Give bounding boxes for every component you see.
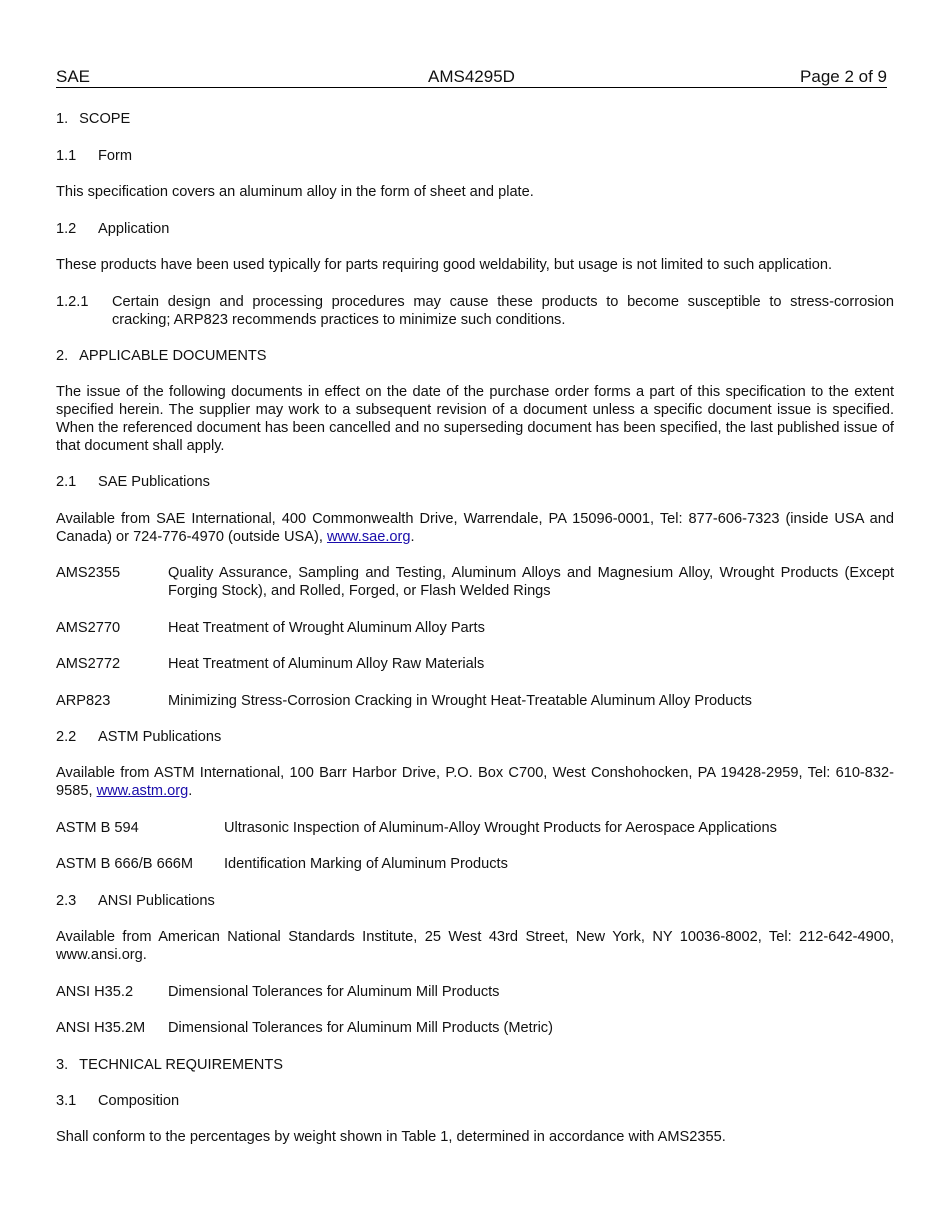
section-number: 2.3 <box>56 893 77 909</box>
section-number: 2.2 <box>56 729 77 745</box>
section-text: Certain design and processing procedures may cause these products to become susceptible to stress-corrosion cracking; ARP823 recommends practices to minimize such conditions. <box>112 294 894 328</box>
reference-title: Dimensional Tolerances for Aluminum Mill Products (Metric) <box>168 1020 553 1036</box>
availability-text: Available from ASTM International, 100 Barr Harbor Drive, P.O. Box C700, West Conshohocken, PA 19428-2959, Tel: 610-832-9585, <box>56 765 894 799</box>
section-title: ANSI Publications <box>98 893 215 909</box>
section-number: 2. <box>56 348 69 364</box>
section-2-heading <box>56 347 894 365</box>
section-title: SAE Publications <box>98 474 210 490</box>
reference-title: Ultrasonic Inspection of Aluminum-Alloy Wrought Products for Aerospace Applications <box>224 820 777 836</box>
section-title: TECHNICAL REQUIREMENTS <box>79 1057 283 1073</box>
sae-link[interactable]: www.sae.org <box>326 529 411 545</box>
section-2-3-heading <box>56 892 894 910</box>
section-number: 1.1 <box>56 148 77 164</box>
availability-text: Available from SAE International, 400 Commonwealth Drive, Warrendale, PA 15096-0001, Tel: 877-606-7323 (inside USA and Canada) or 724-776-4970 (outside USA), <box>56 511 894 545</box>
reference-item <box>56 692 894 710</box>
header-org: SAE <box>56 67 91 86</box>
reference-title: Minimizing Stress-Corrosion Cracking in Wrought Heat-Treatable Aluminum Alloy Products <box>168 693 752 709</box>
reference-item <box>56 619 894 637</box>
astm-link[interactable]: www.astm.org <box>96 783 189 799</box>
reference-item <box>56 1019 894 1037</box>
section-1-2-1 <box>56 293 894 329</box>
reference-title: Identification Marking of Aluminum Products <box>224 856 508 872</box>
section-title: APPLICABLE DOCUMENTS <box>79 348 267 364</box>
reference-code: ANSI H35.2 <box>56 984 134 1000</box>
reference-title: Heat Treatment of Wrought Aluminum Alloy Parts <box>168 620 485 636</box>
section-2-2-heading <box>56 728 894 746</box>
section-2-text: The issue of the following documents in effect on the date of the purchase order forms a part of this specification to the extent specified herein. The supplier may work to a subsequent revision of a document unless a specific document issue is specified. When the referenced document has been cancelled and no superseding document has been specified, the last published issue of that document shall apply. <box>56 384 894 454</box>
reference-title: Quality Assurance, Sampling and Testing, Aluminum Alloys and Magnesium Alloy, Wrought Products (Except Forging Stock), and Rolled, Forged, or Flash Welded Rings <box>168 565 894 599</box>
reference-item <box>56 564 894 600</box>
header-page-number: Page 2 of 9 <box>800 67 887 86</box>
header-doc-number: AMS4295D <box>428 67 515 86</box>
section-title: Form <box>98 148 133 164</box>
astm-availability: Available from ASTM International, 100 Barr Harbor Drive, P.O. Box C700, West Conshohocken, PA 19428-2959, Tel: 610-832-9585, www.astm.org. <box>56 765 894 799</box>
section-1-heading <box>56 110 894 128</box>
section-3-1-text: Shall conform to the percentages by weight shown in Table 1, determined in accordance with AMS2355. <box>56 1129 726 1145</box>
section-title: SCOPE <box>79 111 131 127</box>
reference-item <box>56 983 894 1001</box>
section-number: 3. <box>56 1057 69 1073</box>
section-number: 1.2 <box>56 221 77 237</box>
reference-code: AMS2772 <box>56 656 121 672</box>
reference-title: Heat Treatment of Aluminum Alloy Raw Materials <box>168 656 485 672</box>
reference-title: Dimensional Tolerances for Aluminum Mill Products <box>168 984 500 1000</box>
reference-item <box>56 655 894 673</box>
section-2-1-heading <box>56 473 894 491</box>
section-title: Composition <box>98 1093 180 1109</box>
reference-code: ARP823 <box>56 693 111 709</box>
section-number: 3.1 <box>56 1093 77 1109</box>
reference-code: AMS2355 <box>56 565 121 581</box>
section-number: 1. <box>56 111 69 127</box>
section-3-1-heading <box>56 1092 894 1110</box>
section-1-2-heading <box>56 220 894 238</box>
section-title: ASTM Publications <box>98 729 222 745</box>
page-header <box>56 67 887 88</box>
reference-item <box>56 855 894 873</box>
sae-availability: Available from SAE International, 400 Commonwealth Drive, Warrendale, PA 15096-0001, Tel: 877-606-7323 (inside USA and Canada) or 724-776-4970 (outside USA), www.sae.org. <box>56 511 894 545</box>
ansi-availability: Available from American National Standards Institute, 25 West 43rd Street, New York, NY 10036-8002, Tel: 212-642-4900, www.ansi.org. <box>56 929 894 963</box>
section-1-1-text: This specification covers an aluminum alloy in the form of sheet and plate. <box>56 184 534 200</box>
section-title: Application <box>98 221 170 237</box>
reference-code: ASTM B 594 <box>56 820 139 836</box>
reference-item <box>56 819 894 837</box>
section-number: 1.2.1 <box>56 294 89 310</box>
section-3-heading <box>56 1056 894 1074</box>
reference-code: ANSI H35.2M <box>56 1020 146 1036</box>
section-1-2-text: These products have been used typically for parts requiring good weldability, but usage is not limited to such application. <box>56 257 833 273</box>
section-number: 2.1 <box>56 474 77 490</box>
section-1-1-heading <box>56 147 894 165</box>
reference-code: ASTM B 666/B 666M <box>56 856 194 872</box>
reference-code: AMS2770 <box>56 620 121 636</box>
